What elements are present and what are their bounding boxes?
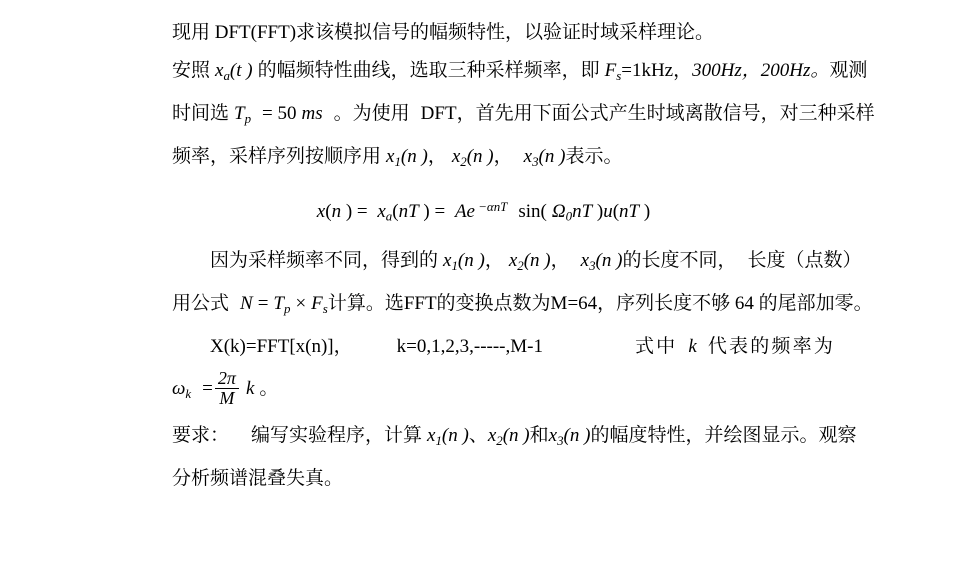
paragraph-line-4 — [172, 138, 865, 181]
var-n: N — [240, 293, 253, 315]
line-7-text-b: 式中 — [634, 336, 678, 358]
var-x3-c-arg: (n ) — [563, 424, 591, 446]
line-6-eq: = — [257, 293, 269, 315]
line-3-text-c: ，首先用下面公式产生时域离散信号，对三种采样 — [456, 102, 875, 124]
var-tp-b: T — [273, 293, 284, 315]
line-4-text-a: 频率，采样序列按顺序用 — [172, 145, 382, 167]
sep-4: ， — [550, 250, 570, 272]
paragraph-line-1 — [172, 14, 865, 52]
comma-7: ， — [333, 336, 353, 358]
line-4-text-b: 表示。 — [565, 145, 623, 167]
var-x1-c-arg: (n ) — [441, 424, 469, 446]
line-3-unit: ms — [301, 102, 323, 124]
paragraph-line-8 — [172, 366, 865, 417]
var-omega-sub: k — [185, 385, 192, 401]
line-2-text-a: 安照 — [172, 60, 211, 81]
var-x3-sub: 3 — [532, 153, 539, 169]
var-x2: x — [451, 145, 461, 167]
var-k-b: k — [245, 378, 255, 400]
line-5-text-a: 因为采样频率不同，得到的 — [210, 250, 439, 272]
var-fs-b: F — [311, 293, 323, 315]
var-x1-c-sub: 1 — [435, 432, 442, 448]
sep-2: ， — [493, 145, 513, 167]
var-x3-b-arg: (n ) — [595, 250, 623, 272]
and-word: 和 — [529, 424, 549, 446]
var-x1-sub: 1 — [394, 153, 401, 169]
line-7-text-c: 代表的频率为 — [707, 336, 836, 358]
formula-xk: X(k)=FFT[x(n)] — [210, 336, 334, 358]
line-8-eq: = — [202, 378, 213, 400]
var-x1-b: x — [443, 250, 452, 272]
var-x1: x — [386, 145, 395, 167]
var-xa-sub: a — [223, 67, 230, 83]
var-fs: F — [604, 60, 617, 81]
k-range: k=0,1,2,3,-----,M-1 — [396, 336, 543, 358]
value-fs-2: 300Hz， — [692, 60, 761, 81]
var-x2-arg: (n ) — [466, 145, 494, 167]
line-6-text-a: 用公式 — [172, 293, 230, 315]
var-x1-arg: (n ) — [400, 145, 428, 167]
var-x1-b-sub: 1 — [451, 258, 458, 274]
sep-3: ， — [484, 250, 504, 272]
line-5-text-b: 的长度不同， — [622, 250, 737, 272]
var-tp-sub: p — [244, 110, 252, 126]
line-3-text-a: 时间选 — [172, 102, 230, 124]
paragraph-line-2 — [172, 52, 868, 95]
value-fs-3: 200Hz。 — [760, 60, 830, 81]
line-3-eq: = 50 — [262, 102, 297, 124]
var-x1-b-arg: (n ) — [457, 250, 485, 272]
fraction-numerator: 2π — [217, 368, 236, 389]
var-x3-b-sub: 3 — [589, 258, 596, 274]
var-x3: x — [523, 145, 533, 167]
line-3-text-b: 。为使用 — [333, 102, 410, 124]
var-fs-b-sub: s — [322, 301, 328, 317]
var-x2-c: x — [487, 424, 497, 446]
line-6-text-b: 计算。选FFT的变换点数为M=64，序列长度不够 64 的尾部加零。 — [327, 293, 873, 315]
var-x2-sub: 2 — [460, 153, 467, 169]
var-x2-b-sub: 2 — [517, 258, 524, 274]
var-x1-c: x — [427, 424, 436, 446]
display-formula-xn: x(n ) = $x_a(nT$ ) = Ae $^{-\alpha nT}$ sin( $\Omega_0nT$ )u(nT ) — [316, 198, 651, 224]
value-fs-1: =1kHz， — [621, 60, 693, 81]
paragraph-line-3 — [172, 95, 875, 138]
paragraph-line-7 — [172, 328, 865, 366]
dun-1: 、 — [468, 424, 488, 446]
fraction-2pi-over-m — [215, 369, 239, 408]
period-8: 。 — [259, 378, 279, 400]
line-5-text-c: 长度（点数） — [747, 250, 862, 272]
var-xa-arg: (t ) — [229, 60, 253, 81]
var-x3-arg: (n ) — [538, 145, 566, 167]
line-9-text-b: 编写实验程序，计算 — [251, 424, 423, 446]
paragraph-line-10 — [172, 460, 865, 498]
var-x2-c-arg: (n ) — [502, 424, 530, 446]
var-x2-b: x — [508, 250, 518, 272]
var-x2-c-sub: 2 — [496, 432, 503, 448]
line-2-text-c: 观测 — [829, 60, 868, 81]
var-x3-c-sub: 3 — [557, 432, 564, 448]
sep-1: ， — [427, 145, 447, 167]
times-sign: × — [295, 293, 307, 315]
var-tp-b-sub: p — [284, 301, 291, 317]
paragraph-line-5 — [172, 242, 865, 285]
var-tp: T — [234, 102, 245, 124]
var-x3-b: x — [580, 250, 590, 272]
line-10-text: 分析频谱混叠失真。 — [172, 467, 344, 489]
line-9-text-c: 的幅度特性，并绘图显示。观察 — [590, 424, 857, 446]
line-1-text: 现用 DFT(FFT)求该模拟信号的幅频特性，以验证时域采样理论。 — [172, 22, 715, 43]
fraction-denominator: M — [215, 388, 239, 408]
paragraph-line-6 — [172, 285, 873, 328]
line-2-text-b: 的幅频特性曲线，选取三种采样频率，即 — [257, 60, 600, 81]
line-3-dft: DFT — [420, 102, 457, 124]
var-fs-sub: s — [616, 67, 622, 83]
var-x3-c: x — [548, 424, 558, 446]
line-9-text-a: 要求： — [172, 424, 230, 446]
paragraph-line-9 — [172, 417, 865, 460]
var-xa: x — [215, 60, 224, 81]
var-x2-b-arg: (n ) — [523, 250, 551, 272]
var-omega: ω — [172, 378, 186, 400]
var-k: k — [688, 336, 697, 358]
